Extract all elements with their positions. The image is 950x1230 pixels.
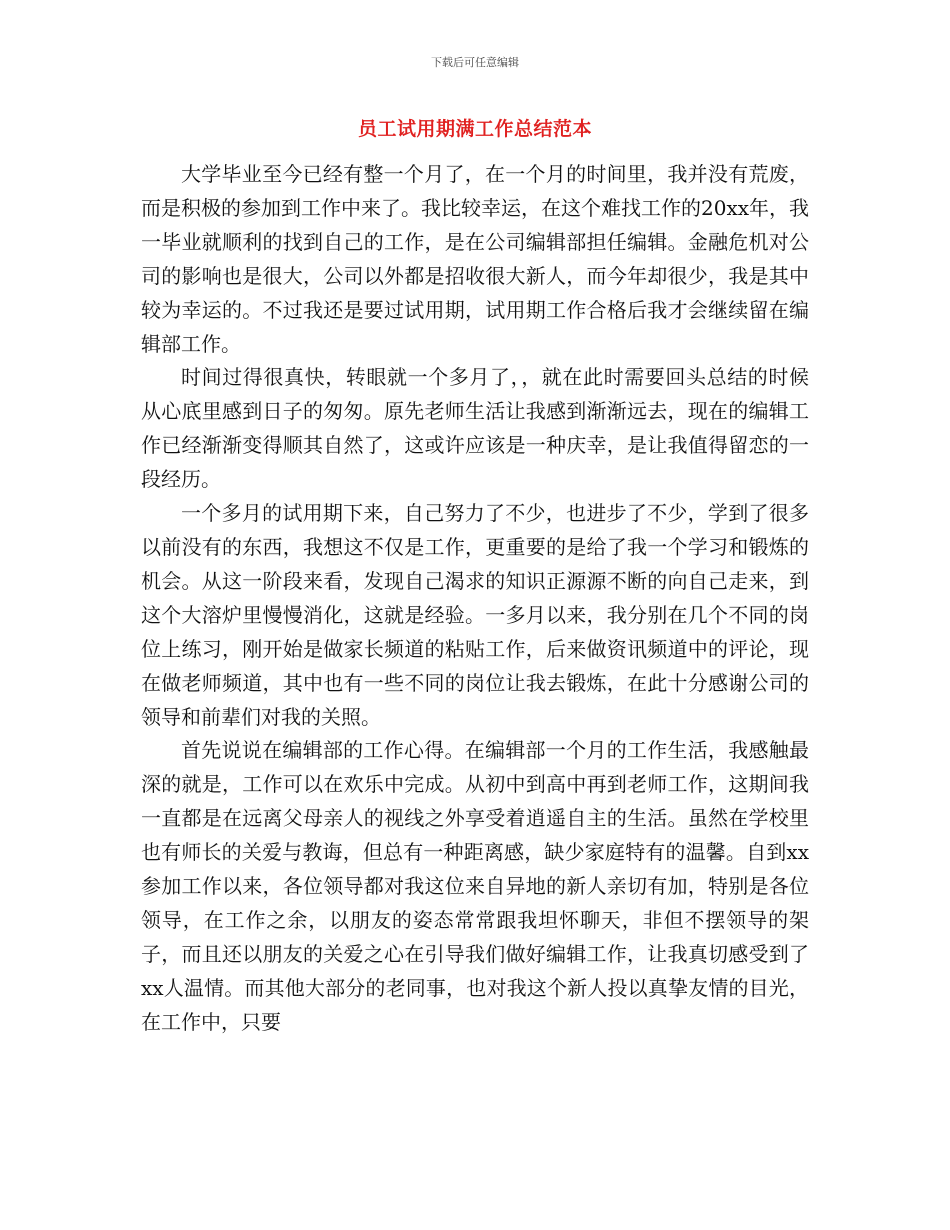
document-title: 员工试用期满工作总结范本	[357, 118, 592, 140]
paragraph-1: 大学毕业至今已经有整一个月了，在一个月的时间里，我并没有荒废，而是积极的参加到工作中来了。我比较幸运，在这个难找工作的20xx年，我一毕业就顺利的找到自己的工作，是在公司编辑部担任编辑。金融危机对公司的影响也是很大，公司以外都是招收很大新人，而今年却很少，我是其中较为幸运的。不过我还是要过试用期，试用期工作合格后我才会继续留在编辑部工作。	[141, 162, 810, 356]
paragraph-3: 一个多月的试用期下来，自己努力了不少，也进步了不少，学到了很多以前没有的东西，我想这不仅是工作，更重要的是给了我一个学习和锻炼的机会。从这一阶段来看，发现自己渴求的知识正源源不断的向自己走来，到这个大溶炉里慢慢消化，这就是经验。一多月以来，我分别在几个不同的岗位上练习，刚开始是做家长频道的粘贴工作，后来做资讯频道中的评论，现在做老师频道，其中也有一些不同的岗位让我去锻炼，在此十分感谢公司的领导和前辈们对我的关照。	[141, 501, 809, 729]
paragraph-2: 时间过得很真快，转眼就一个多月了，，就在此时需要回头总结的时候从心底里感到日子的匆匆。原先老师生活让我感到渐渐远去，现在的编辑工作已经渐渐变得顺其自然了，这或许应该是一种庆幸，是让我值得留恋的一段经历。	[141, 365, 809, 492]
paragraph-4: 首先说说在编辑部的工作心得。在编辑部一个月的工作生活，我感触最深的就是，工作可以在欢乐中完成。从初中到高中再到老师工作，这期间我一直都是在远离父母亲人的视线之外享受着逍遥自主的生活。虽然在学校里也有师长的关爱与教诲，但总有一种距离感，缺少家庭特有的温馨。自到xx参加工作以来，各位领导都对我这位来自异地的新人亲切有加，特别是各位领导，在工作之余，以朋友的姿态常常跟我坦怀聊天，非但不摆领导的架子，而且还以朋友的关爱之心在引导我们做好编辑工作，让我真切感受到了xx人温情。而其他大部分的老同事，也对我这个新人投以真挚友情的目光，在工作中，只要	[141, 738, 809, 1034]
document-body	[141, 158, 809, 1040]
header-note: 下载后可任意编辑	[431, 56, 519, 69]
